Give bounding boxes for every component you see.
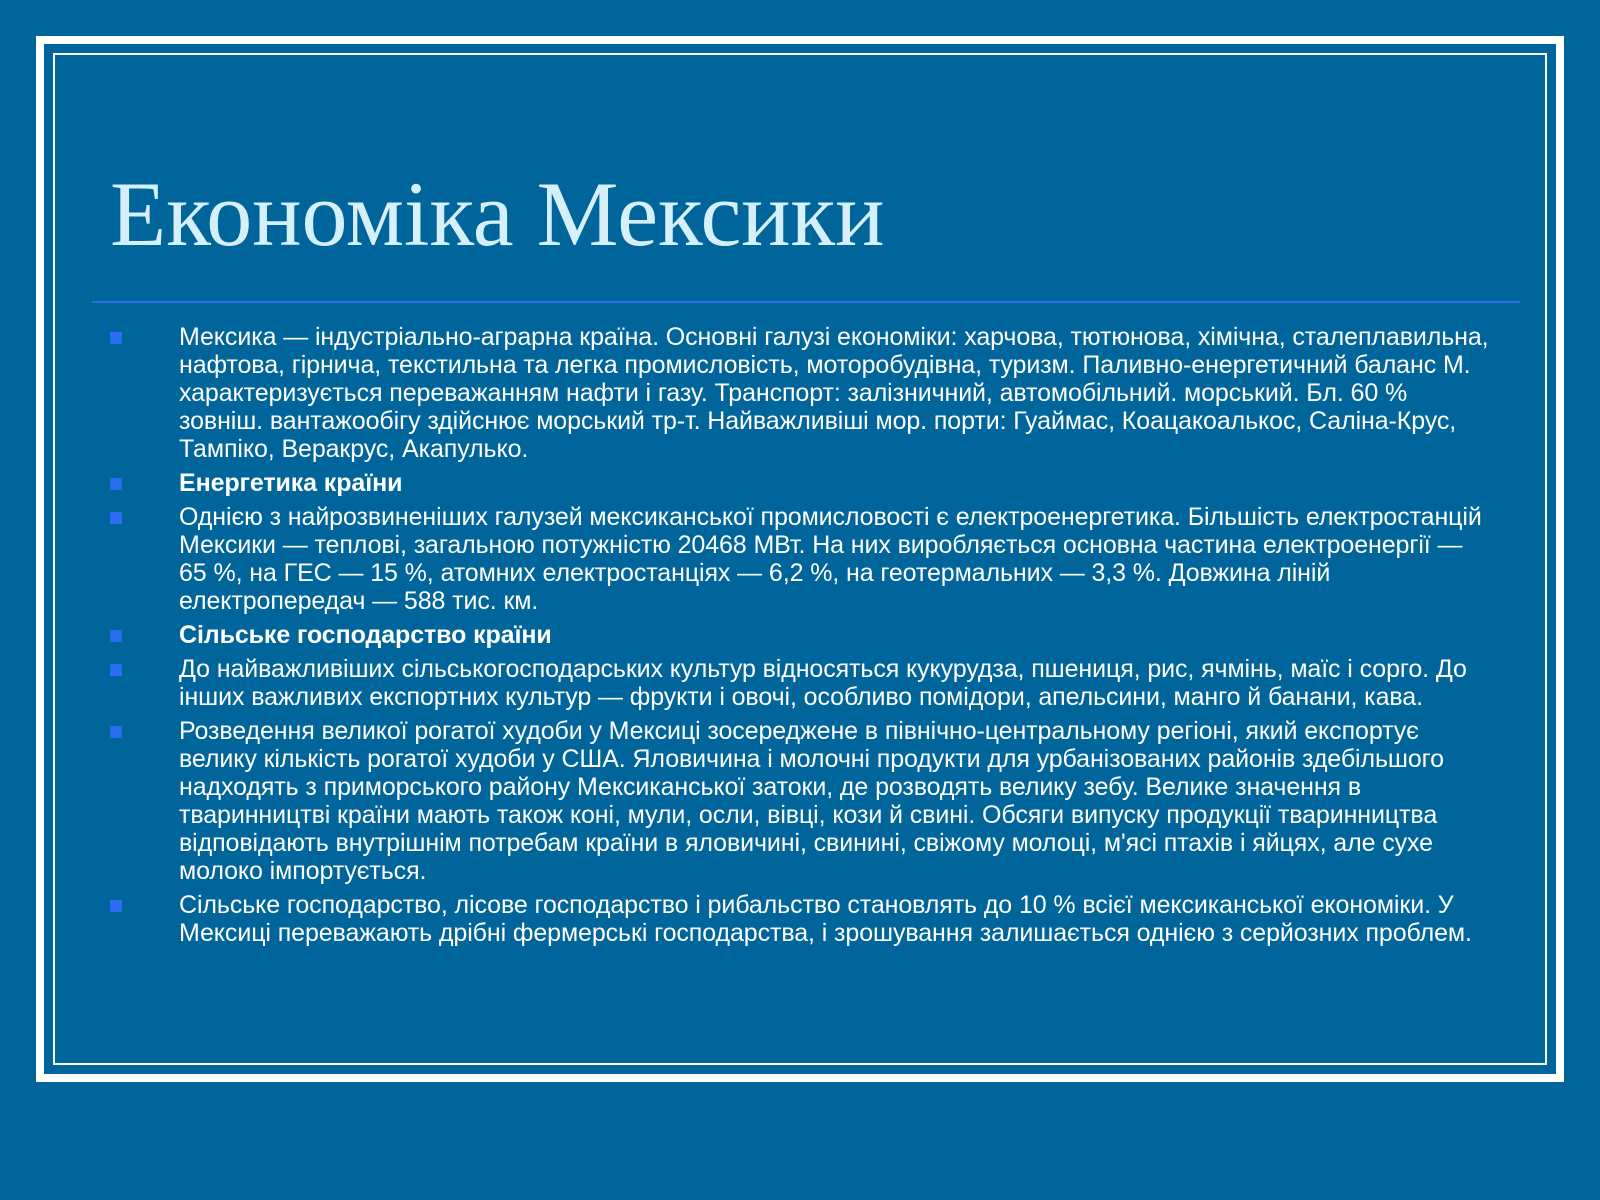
square-bullet-icon <box>110 630 122 642</box>
square-bullet-icon <box>110 900 122 912</box>
title-divider <box>92 301 1520 303</box>
bullet-text: Однією з найрозвиненіших галузей мексиканської промисловості є електроенергетика. Більшість електростанцій Мексики — теплові, загальною потужністю 20468 МВт. На них виробляється основна частина електроенергії — 65 %, на ГЕС — 15 %, атомних електростанціях — 6,2 %, на геотермальних — 3,3 %. Довжина ліній електропередач — 588 тис. км. <box>179 503 1482 615</box>
square-bullet-icon <box>110 478 122 490</box>
bullet-heading: Енергетика країни <box>179 469 403 497</box>
bullet-item <box>110 469 1490 497</box>
square-bullet-icon <box>110 512 122 524</box>
bullet-item <box>110 717 1490 885</box>
square-bullet-icon <box>110 726 122 738</box>
bullet-text: Сільське господарство, лісове господарство і рибальство становлять до 10 % всієї мексиканської економіки. У Мексиці переважають дрібні фермерські господарства, і зрошування залишається однією з серйозних проблем. <box>179 891 1472 947</box>
bullet-text: До найважливіших сільськогосподарських культур відносяться кукурудза, пшениця, рис, ячмінь, маїс і сорго. До інших важливих експортних культур — фрукти і овочі, особливо помідори, апельсини, манго й банани, кава. <box>179 655 1467 711</box>
bullet-item <box>110 503 1490 615</box>
bullet-text: Розведення великої рогатої худоби у Мексиці зосереджене в північно-центральному регіоні, який експортує велику кількість рогатої худоби у США. Яловичина і молочні продукти для урбанізованих районів здебільшого надходять з приморського району Мексиканської затоки, де розводять велику зебу. Велике значення в тваринництві країни мають також коні, мули, осли, вівці, кози й свині. Обсяги випуску продукції тваринництва відповідають внутрішнім потребам країни в яловичині, свинині, свіжому молоці, м'ясі птахів і яйцях, але сухе молоко імпортується. <box>179 717 1444 885</box>
bullet-item <box>110 621 1490 649</box>
square-bullet-icon <box>110 664 122 676</box>
square-bullet-icon <box>110 332 122 344</box>
bullet-list <box>110 323 1490 953</box>
bullet-heading: Сільське господарство країни <box>179 621 552 649</box>
bullet-item <box>110 323 1490 463</box>
bullet-text: Мексика — індустріально-аграрна країна. Основні галузі економіки: харчова, тютюнова, хімічна, сталеплавильна, нафтова, гірнича, текстильна та легка промисловість, моторобудівна, туризм. Паливно-енергетичний баланс М. характеризується переважанням нафти і газу. Транспорт: залізничний, автомобільний. морський. Бл. 60 % зовніш. вантажообігу здійснює морський тр-т. Найважливіші мор. порти: Гуаймас, Коацакоалькос, Саліна-Крус, Тампіко, Веракрус, Акапулько. <box>179 323 1489 463</box>
slide-title: Економіка Мексики <box>110 163 885 265</box>
bullet-item <box>110 655 1490 711</box>
bullet-item <box>110 891 1490 947</box>
